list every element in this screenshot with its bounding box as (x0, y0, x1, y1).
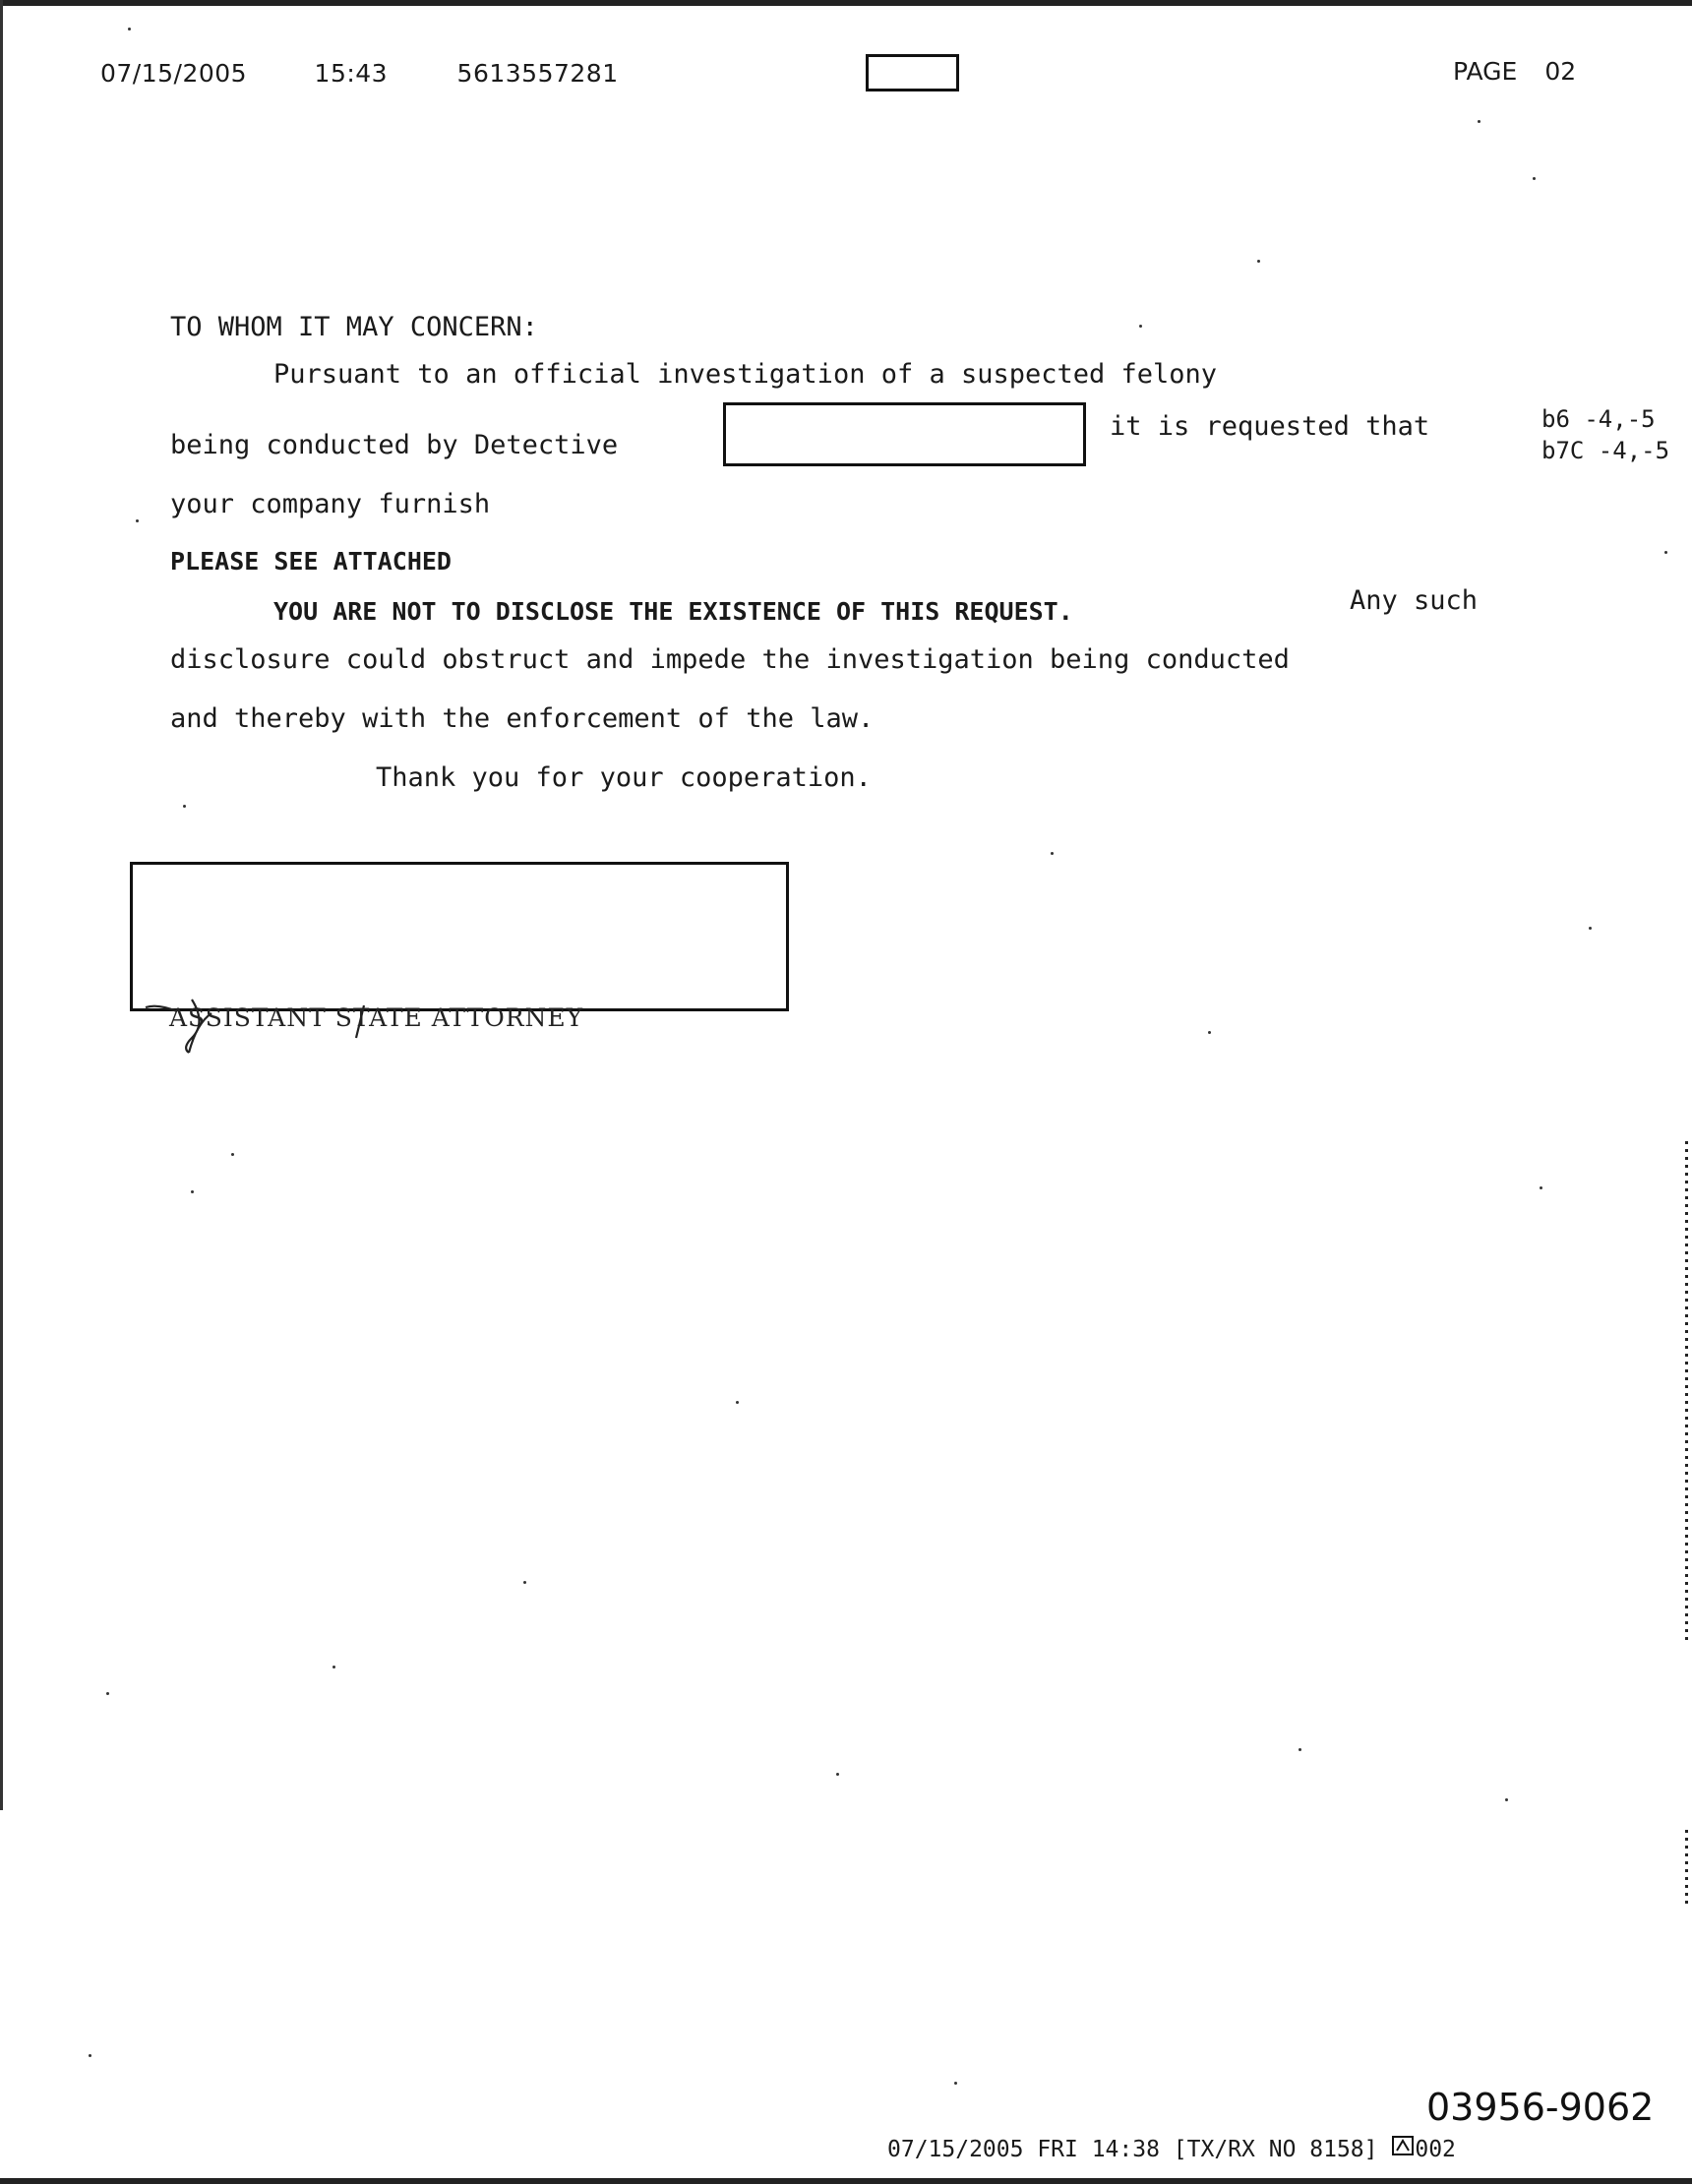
fax-header-phone: 5613557281 (456, 59, 619, 88)
page-number: 02 (1544, 57, 1577, 86)
page-label: PAGE (1453, 57, 1518, 86)
fax-footer-text: 07/15/2005 FRI 14:38 [TX/RX NO 8158] (887, 2137, 1378, 2162)
fax-page-indicator (1453, 57, 1576, 86)
page-top-edge (0, 0, 1692, 6)
scan-speck (1540, 1186, 1542, 1189)
scan-speck (1589, 927, 1592, 930)
page-bottom-edge (0, 2178, 1692, 2184)
scan-speck (1051, 852, 1054, 855)
scan-speck (183, 805, 186, 808)
scan-speck (1139, 325, 1142, 328)
signer-title: ASSISTANT STATE ATTORNEY (169, 1003, 584, 1032)
detective-name-redaction (723, 402, 1086, 466)
exemption-b6: b6 -4,-5 (1541, 405, 1656, 433)
warning-rest: Any such (1350, 585, 1479, 616)
header-redaction-box (866, 54, 959, 91)
warning-bold: YOU ARE NOT TO DISCLOSE THE EXISTENCE OF THIS REQUEST. (273, 597, 1073, 626)
exemption-b7c: b7C -4,-5 (1541, 437, 1670, 464)
fax-header (100, 59, 678, 88)
signature-redaction-box (130, 862, 789, 1011)
salutation: TO WHOM IT MAY CONCERN: (170, 312, 538, 342)
scan-speck (523, 1581, 526, 1584)
scan-speck (1299, 1748, 1301, 1751)
page-left-edge (0, 0, 3, 1810)
scan-speck (1664, 551, 1667, 554)
bates-number: 03956-9062 (1426, 2086, 1655, 2129)
scan-speck (332, 1666, 335, 1668)
scan-speck (1533, 177, 1536, 180)
scan-speck (1505, 1798, 1508, 1801)
fax-header-date: 07/15/2005 (100, 59, 248, 88)
fax-page-icon (1391, 2135, 1415, 2156)
scan-speck (89, 2054, 91, 2057)
scan-speck (1208, 1031, 1211, 1034)
scan-speck (836, 1773, 839, 1776)
scan-edge-artifact (1685, 1830, 1688, 1909)
scan-speck (191, 1190, 194, 1193)
scan-speck (136, 519, 139, 522)
fax-footer-page: 002 (1415, 2137, 1456, 2162)
letter-line-6: and thereby with the enforcement of the law. (170, 703, 875, 734)
scan-speck (1478, 120, 1480, 123)
scan-edge-artifact (1685, 1141, 1688, 1299)
fax-footer (887, 2135, 1456, 2162)
letter-line-2-end: it is requested that (1110, 411, 1430, 442)
scan-speck (106, 1692, 109, 1695)
letter-line-3: your company furnish (170, 489, 491, 519)
scan-speck (231, 1153, 234, 1156)
scan-speck (128, 28, 131, 30)
fax-header-time: 15:43 (314, 59, 389, 88)
letter-line-5: disclosure could obstruct and impede the investigation being conducted (170, 644, 1290, 675)
letter-line-1: Pursuant to an official investigation of a suspected felony (273, 359, 1218, 390)
scan-speck (1257, 260, 1260, 263)
see-attached: PLEASE SEE ATTACHED (170, 547, 452, 576)
letter-line-2-start: being conducted by Detective (170, 430, 619, 460)
scan-edge-artifact (1685, 1299, 1688, 1643)
scan-speck (736, 1401, 739, 1404)
closing-line: Thank you for your cooperation. (376, 762, 872, 793)
scan-speck (954, 2082, 957, 2085)
